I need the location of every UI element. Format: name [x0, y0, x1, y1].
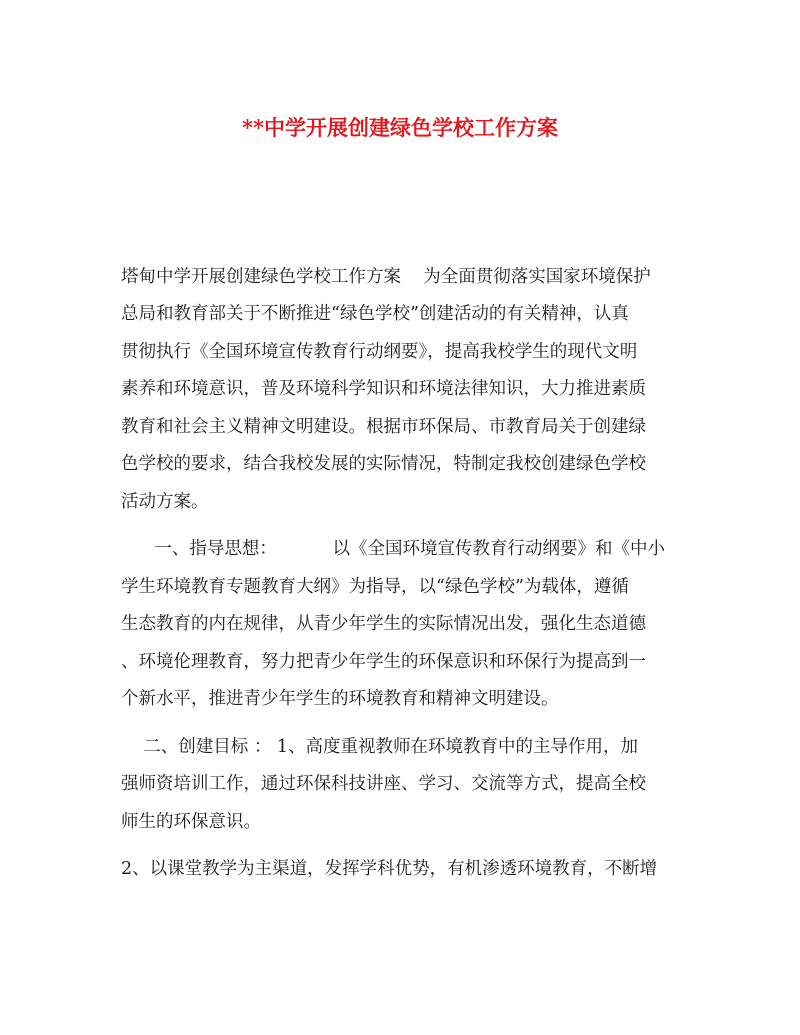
paragraph-line: 学生环境教育专题教育大纲》为指导，以“绿色学校”为载体，遵循 [121, 577, 629, 597]
paragraph-line: 素养和环境意识，普及环境科学知识和环境法律知识，大力推进素质 [121, 379, 646, 399]
paragraph-line: 总局和教育部关于不断推进“绿色学校”创建活动的有关精神，认真 [121, 304, 629, 324]
section-heading-line: 二、创建目标 ： 1、高度重视教师在环境教育中的主导作用，加 [121, 737, 639, 757]
paragraph-line: 贯彻执行《全国环境宣传教育行动纲要》，提高我校学生的现代文明 [121, 342, 638, 362]
paragraph-line: 活动方案。 [121, 492, 209, 512]
paragraph-line: 色学校的要求，结合我校发展的实际情况，特制定我校创建绿色学校 [121, 454, 646, 474]
paragraph-line: 师生的环保意识。 [121, 812, 261, 832]
paragraph-line: 、环境伦理教育，努力把青少年学生的环保意识和环保行为提高到一 [121, 652, 646, 672]
paragraph-line: 2、以课堂教学为主渠道，发挥学科优势，有机渗透环境教育，不断增 [121, 859, 658, 879]
paragraph-line: 个新水平，推进青少年学生的环境教育和精神文明建设。 [121, 689, 559, 709]
paragraph-line: 生态教育的内在规律，从青少年学生的实际情况出发，强化生态道德 [121, 614, 646, 634]
paragraph-line: 强师资培训工作，通过环保科技讲座、学习、交流等方式，提高全校 [121, 774, 646, 794]
section-heading-line: 一、指导思想： 以《全国环境宣传教育行动纲要》和《中小 [121, 539, 666, 559]
document-title: **中学开展创建绿色学校工作方案 [242, 115, 558, 140]
paragraph-line: 教育和社会主义精神文明建设。根据市环保局、市教育局关于创建绿 [121, 417, 646, 437]
paragraph-line: 塔甸中学开展创建绿色学校工作方案 为全面贯彻落实国家环境保护 [121, 267, 651, 287]
